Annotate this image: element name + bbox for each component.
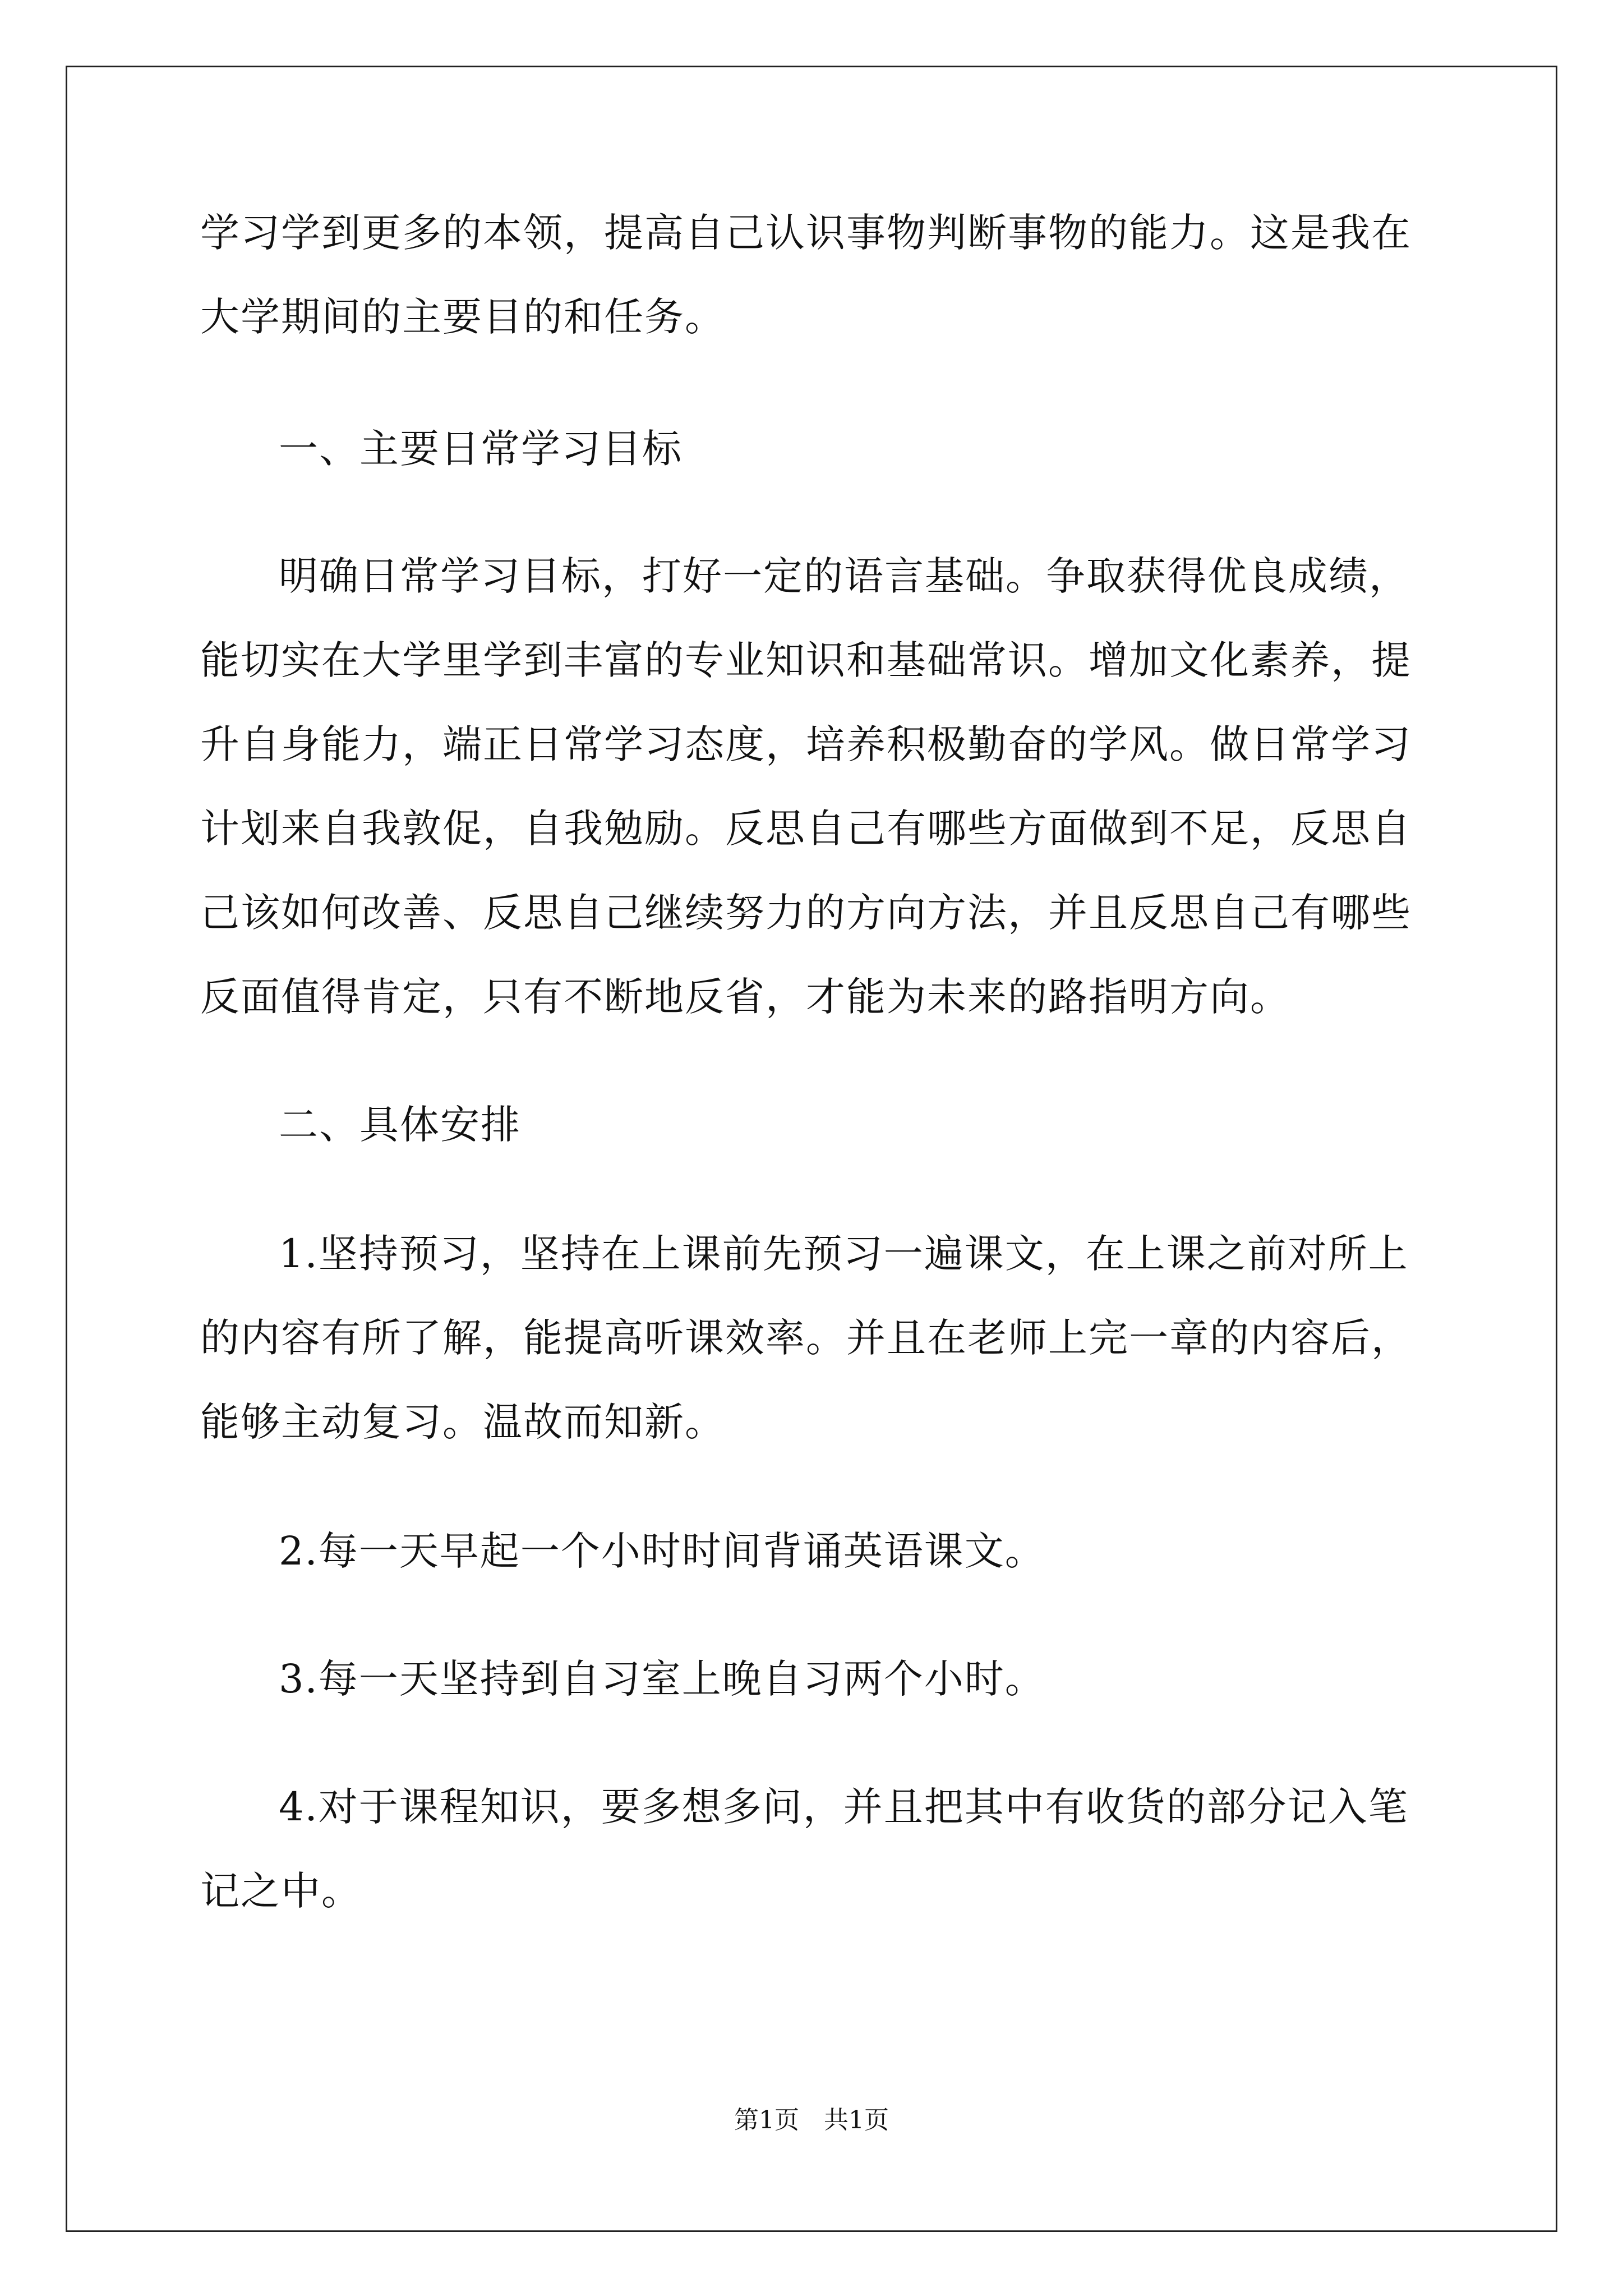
text-line: 1.坚持预习，坚持在上课前先预习一遍课文，在上课之前对所上 (279, 1231, 1409, 1277)
text-line: 的内容有所了解，能提高听课效率。并且在老师上完一章的内容后， (200, 1315, 1412, 1361)
text-line: 2.每一天早起一个小时时间背诵英语课文。 (279, 1528, 1045, 1574)
text-line: 计划来自我敦促，自我勉励。反思自己有哪些方面做到不足，反思自 (200, 806, 1412, 852)
page-number-footer: 第1页 共1页 (734, 2106, 889, 2134)
text-line: 4.对于课程知识，要多想多问，并且把其中有收货的部分记入笔 (279, 1784, 1409, 1830)
text-line: 记之中。 (200, 1868, 362, 1914)
section-heading: 二、具体安排 (279, 1102, 521, 1148)
text-line: 大学期间的主要目的和任务。 (200, 294, 725, 340)
text-line: 明确日常学习目标，打好一定的语言基础。争取获得优良成绩， (279, 553, 1409, 599)
text-line: 能切实在大学里学到丰富的专业知识和基础常识。增加文化素养，提 (200, 637, 1412, 683)
text-line: 3.每一天坚持到自习室上晚自习两个小时。 (279, 1656, 1045, 1702)
text-line: 反面值得肯定，只有不断地反省，才能为未来的路指明方向。 (200, 974, 1290, 1020)
text-line: 学习学到更多的本领，提高自己认识事物判断事物的能力。这是我在 (200, 210, 1412, 256)
text-line: 能够主动复习。温故而知新。 (200, 1399, 725, 1445)
section-heading: 一、主要日常学习目标 (279, 426, 683, 472)
text-line: 己该如何改善、反思自己继续努力的方向方法，并且反思自己有哪些 (200, 890, 1412, 936)
text-line: 升自身能力，端正日常学习态度，培养积极勤奋的学风。做日常学习 (200, 721, 1412, 767)
